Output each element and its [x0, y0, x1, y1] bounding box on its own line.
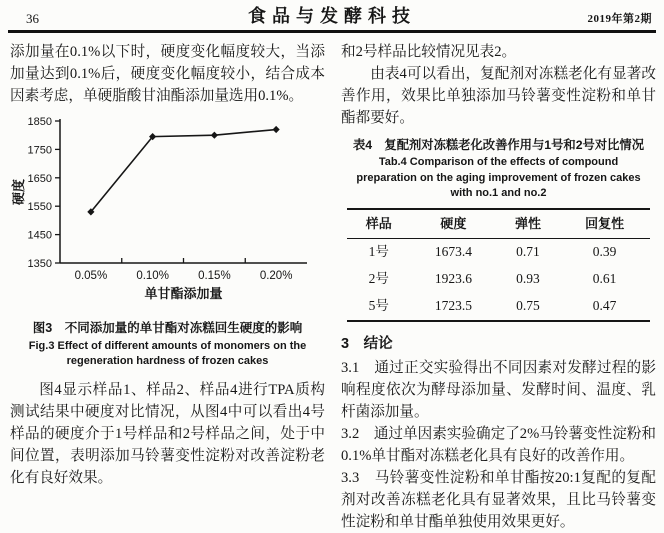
table-cell: 0.93 [516, 271, 540, 286]
page-number: 36 [26, 11, 39, 26]
x-tick-label: 0.05% [74, 270, 108, 282]
table-row [347, 266, 649, 293]
table-cell: 0.75 [516, 298, 540, 313]
table4-body [347, 238, 649, 321]
table-row [347, 293, 649, 321]
x-tick-label: 0.20% [259, 270, 293, 282]
figure3-caption-en: Fig.3 Effect of different amounts of monomers on the regeneration hardness of frozen cakes [28, 340, 307, 367]
table-cell: 1923.6 [434, 271, 472, 286]
x-tick-label: 0.15% [198, 270, 231, 282]
table4-header-cell: 回复性 [559, 209, 649, 239]
y-tick-label: 1450 [27, 229, 52, 242]
page-content [0, 33, 664, 533]
issue-label: 2019年第2期 [587, 13, 652, 25]
table4-caption-en: Tab.4 Comparison of the effects of compound preparation on the aging improvement of frozen cakes with no.1 and no.2 [356, 156, 641, 199]
table-cell: 1723.5 [434, 298, 472, 313]
table-cell: 2号 [368, 271, 389, 286]
right-paragraph-2: 由表4可以看出，复配剂对冻糕老化有显著改善作用，效果比单独添加马铃薯变性淀粉和单甘酯都要好。 [341, 66, 656, 126]
table4-header-row [347, 209, 649, 239]
right-paragraph-1: 和2号样品比较情况见表2。 [341, 44, 517, 60]
page-header [8, 0, 656, 33]
left-paragraph-2: 图4显示样品1、样品2、样品4进行TPA质构测试结果中硬度对比情况，从图4中可以看出4号样品的硬度介于1号样品和2号样品之间，处于中间位置，表明添加马铃薯变性淀粉对改善淀粉老化有良好效果。 [10, 382, 325, 486]
table-cell: 0.39 [592, 244, 617, 259]
table4-header-cell: 硬度 [410, 209, 496, 239]
right-column [341, 41, 656, 533]
table4-head [347, 209, 649, 239]
table-row [347, 238, 649, 266]
x-axis-title: 单甘酯添加量 [144, 286, 223, 301]
table-cell: 0.47 [592, 298, 617, 313]
figure3-caption-zh: 图3 不同添加量的单甘酯对冻糕回生硬度的影响 [32, 321, 303, 335]
table-cell: 5号 [368, 298, 389, 313]
section3-paragraph-3-3: 3.3 马铃薯变性淀粉和单甘酯按20:1复配的复配剂对改善冻糕老化具有显著效果，且比马铃薯变性淀粉和单甘酯单独使用效果更好。 [341, 469, 656, 530]
table4-caption-zh: 表4 复配剂对冻糕老化改善作用与1号和2号对比情况 [352, 138, 645, 152]
y-tick-label: 1350 [27, 258, 52, 270]
left-paragraph-1: 添加量在0.1%以下时，硬度变化幅度较大，当添加量达到0.1%后，硬度变化幅度较小，结合成本因素考虑，单硬脂酸甘油酯添加量选用0.1%。 [10, 44, 325, 104]
data-point-marker [273, 126, 280, 133]
section3-paragraph-3-2: 3.2 通过单因素实验确定了2%马铃薯变性淀粉和0.1%单甘酯对冻糕老化具有良好的改善作用。 [341, 425, 656, 464]
left-column [10, 41, 325, 533]
table4 [347, 208, 649, 322]
y-tick-label: 1750 [27, 144, 52, 157]
table4-header-cell: 样品 [347, 209, 410, 239]
table-cell: 0.61 [592, 271, 617, 286]
section3-paragraph-3-1: 3.1 通过正交实验得出不同因素对发酵过程的影响程度依次为酵母添加量、发酵时间、温度、乳杆菌添加量。 [341, 359, 656, 420]
table4-header-cell: 弹性 [497, 209, 560, 239]
figure3-chart-svg [10, 111, 323, 311]
data-point-marker [211, 132, 218, 139]
y-axis-title: 硬度 [11, 178, 26, 206]
series-line [91, 130, 276, 212]
figure3-line-chart [10, 111, 325, 318]
x-tick-label: 0.10% [136, 270, 169, 282]
y-tick-label: 1850 [27, 116, 52, 128]
y-tick-label: 1650 [27, 172, 52, 185]
journal-title: 食品与发酵科技 [248, 6, 416, 26]
section3-heading: 3 结论 [341, 335, 393, 352]
y-tick-label: 1550 [27, 201, 52, 214]
table-cell: 0.71 [516, 244, 540, 259]
table-cell: 1号 [368, 244, 389, 259]
table-cell: 1673.4 [434, 244, 472, 259]
